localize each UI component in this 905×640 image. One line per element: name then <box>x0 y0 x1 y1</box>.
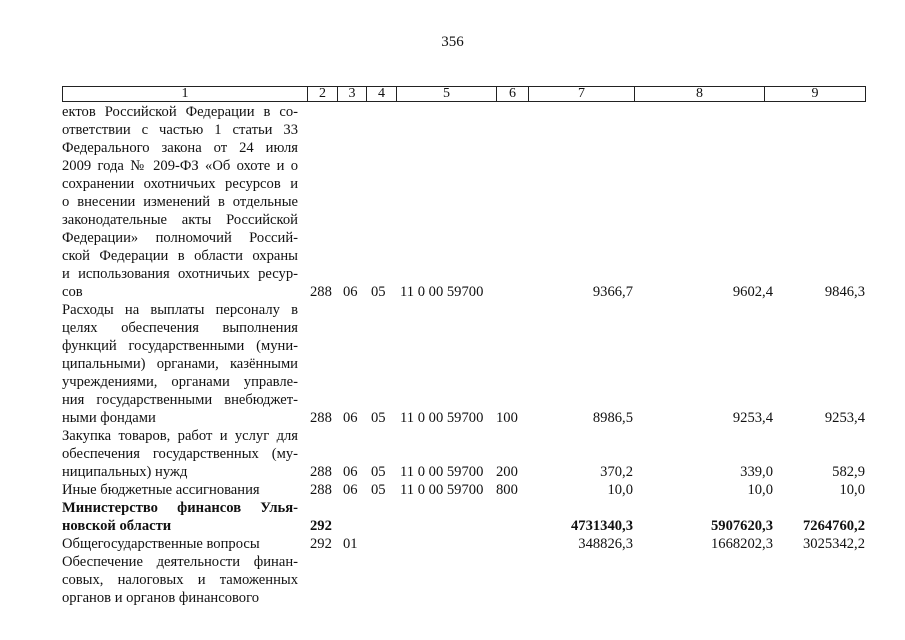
description-line: Иные бюджетные ассигнования <box>62 482 260 498</box>
cell-amount-year-3: 7264760,2 <box>802 518 865 534</box>
cell-amount-year-2: 9253,4 <box>732 410 773 426</box>
cell-section: 01 <box>343 536 358 552</box>
header-col-2: 2 <box>307 87 337 101</box>
cell-amount-year-3: 9846,3 <box>824 284 865 300</box>
description-line: обеспечения государственных (му- <box>62 446 298 462</box>
description-line: Федерального закона от 24 июля <box>62 140 298 156</box>
cell-grbs: 288 <box>310 482 332 498</box>
header-col-6: 6 <box>496 87 528 101</box>
cell-target-article: 11 0 00 59700 <box>400 482 484 498</box>
cell-amount-year-3: 9253,4 <box>824 410 865 426</box>
description-line: Расходы на выплаты персоналу в <box>62 302 298 318</box>
row-description <box>62 427 298 481</box>
table-row <box>0 301 905 427</box>
table-row <box>0 553 905 607</box>
table-row <box>0 499 905 535</box>
cell-expense-type: 800 <box>496 482 518 498</box>
cell-subsection: 05 <box>371 284 386 300</box>
table-header-row <box>62 86 866 102</box>
description-line: ными фондами <box>62 410 156 426</box>
description-line: ской Федерации в области охраны <box>62 248 298 264</box>
cell-section: 06 <box>343 464 358 480</box>
cell-expense-type: 100 <box>496 410 518 426</box>
description-line: ципальными) органами, казёнными <box>62 356 298 372</box>
description-line: законодательные акты Российской <box>62 212 298 228</box>
description-line: Закупка товаров, работ и услуг для <box>62 428 298 444</box>
description-line: Общегосударственные вопросы <box>62 536 260 552</box>
cell-amount-year-2: 9602,4 <box>732 284 773 300</box>
header-col-3: 3 <box>337 87 366 101</box>
header-col-7: 7 <box>528 87 634 101</box>
row-description <box>62 535 298 553</box>
description-line: и использования охотничьих ресур- <box>62 266 298 282</box>
row-description <box>62 103 298 301</box>
table-row <box>0 481 905 499</box>
description-line: сов <box>62 284 83 300</box>
header-col-1: 1 <box>181 86 189 101</box>
cell-grbs: 292 <box>310 536 332 552</box>
cell-amount-year-3: 10,0 <box>839 482 865 498</box>
cell-subsection: 05 <box>371 464 386 480</box>
page-number: 356 <box>441 34 464 50</box>
description-line: новской области <box>62 518 172 534</box>
description-line: Министерство финансов Улья- <box>62 500 298 516</box>
cell-amount-year-3: 3025342,2 <box>802 536 865 552</box>
cell-target-article: 11 0 00 59700 <box>400 464 484 480</box>
cell-amount-year-1: 8986,5 <box>592 410 633 426</box>
description-line: о внесении изменений в отдельные <box>62 194 298 210</box>
table-row <box>0 427 905 481</box>
cell-section: 06 <box>343 482 358 498</box>
row-description <box>62 499 298 535</box>
description-line: учреждениями, органами управле- <box>62 374 298 390</box>
header-col-5: 5 <box>396 87 496 101</box>
cell-amount-year-2: 1668202,3 <box>710 536 773 552</box>
description-line: сохранении охотничьих ресурсов и <box>62 176 298 192</box>
cell-amount-year-1: 4731340,3 <box>570 518 633 534</box>
description-line: целях обеспечения выполнения <box>62 320 298 336</box>
description-line: ответствии с частью 1 статьи 33 <box>62 122 298 138</box>
header-col-9: 9 <box>764 87 865 101</box>
cell-section: 06 <box>343 410 358 426</box>
description-line: органов и органов финансового <box>62 590 260 606</box>
description-line: ектов Российской Федерации в со- <box>62 104 298 120</box>
header-col-8: 8 <box>634 87 764 101</box>
cell-expense-type: 200 <box>496 464 518 480</box>
header-col-4: 4 <box>366 87 396 101</box>
row-description <box>62 481 298 499</box>
description-line: ния государственными внебюджет- <box>62 392 298 408</box>
cell-section: 06 <box>343 284 358 300</box>
cell-subsection: 05 <box>371 482 386 498</box>
cell-subsection: 05 <box>371 410 386 426</box>
cell-amount-year-2: 339,0 <box>740 464 773 480</box>
cell-amount-year-2: 10,0 <box>747 482 773 498</box>
description-line: совых, налоговых и таможенных <box>62 572 298 588</box>
table-row <box>0 103 905 301</box>
description-line: ниципальных) нужд <box>62 464 188 480</box>
table-body <box>0 103 905 607</box>
cell-amount-year-3: 582,9 <box>832 464 865 480</box>
description-line: Обеспечение деятельности финан- <box>62 554 298 570</box>
description-line: функций государственными (муни- <box>62 338 298 354</box>
cell-amount-year-2: 5907620,3 <box>710 518 773 534</box>
description-line: Федерации» полномочий Россий- <box>62 230 298 246</box>
cell-grbs: 292 <box>310 518 332 534</box>
cell-amount-year-1: 348826,3 <box>578 536 633 552</box>
cell-grbs: 288 <box>310 464 332 480</box>
cell-target-article: 11 0 00 59700 <box>400 410 484 426</box>
row-description <box>62 553 298 607</box>
cell-grbs: 288 <box>310 410 332 426</box>
row-description <box>62 301 298 427</box>
cell-amount-year-1: 370,2 <box>600 464 633 480</box>
cell-amount-year-1: 9366,7 <box>592 284 633 300</box>
table-row <box>0 535 905 553</box>
description-line: 2009 года № 209-ФЗ «Об охоте и о <box>62 158 298 174</box>
cell-grbs: 288 <box>310 284 332 300</box>
cell-target-article: 11 0 00 59700 <box>400 284 484 300</box>
cell-amount-year-1: 10,0 <box>607 482 633 498</box>
